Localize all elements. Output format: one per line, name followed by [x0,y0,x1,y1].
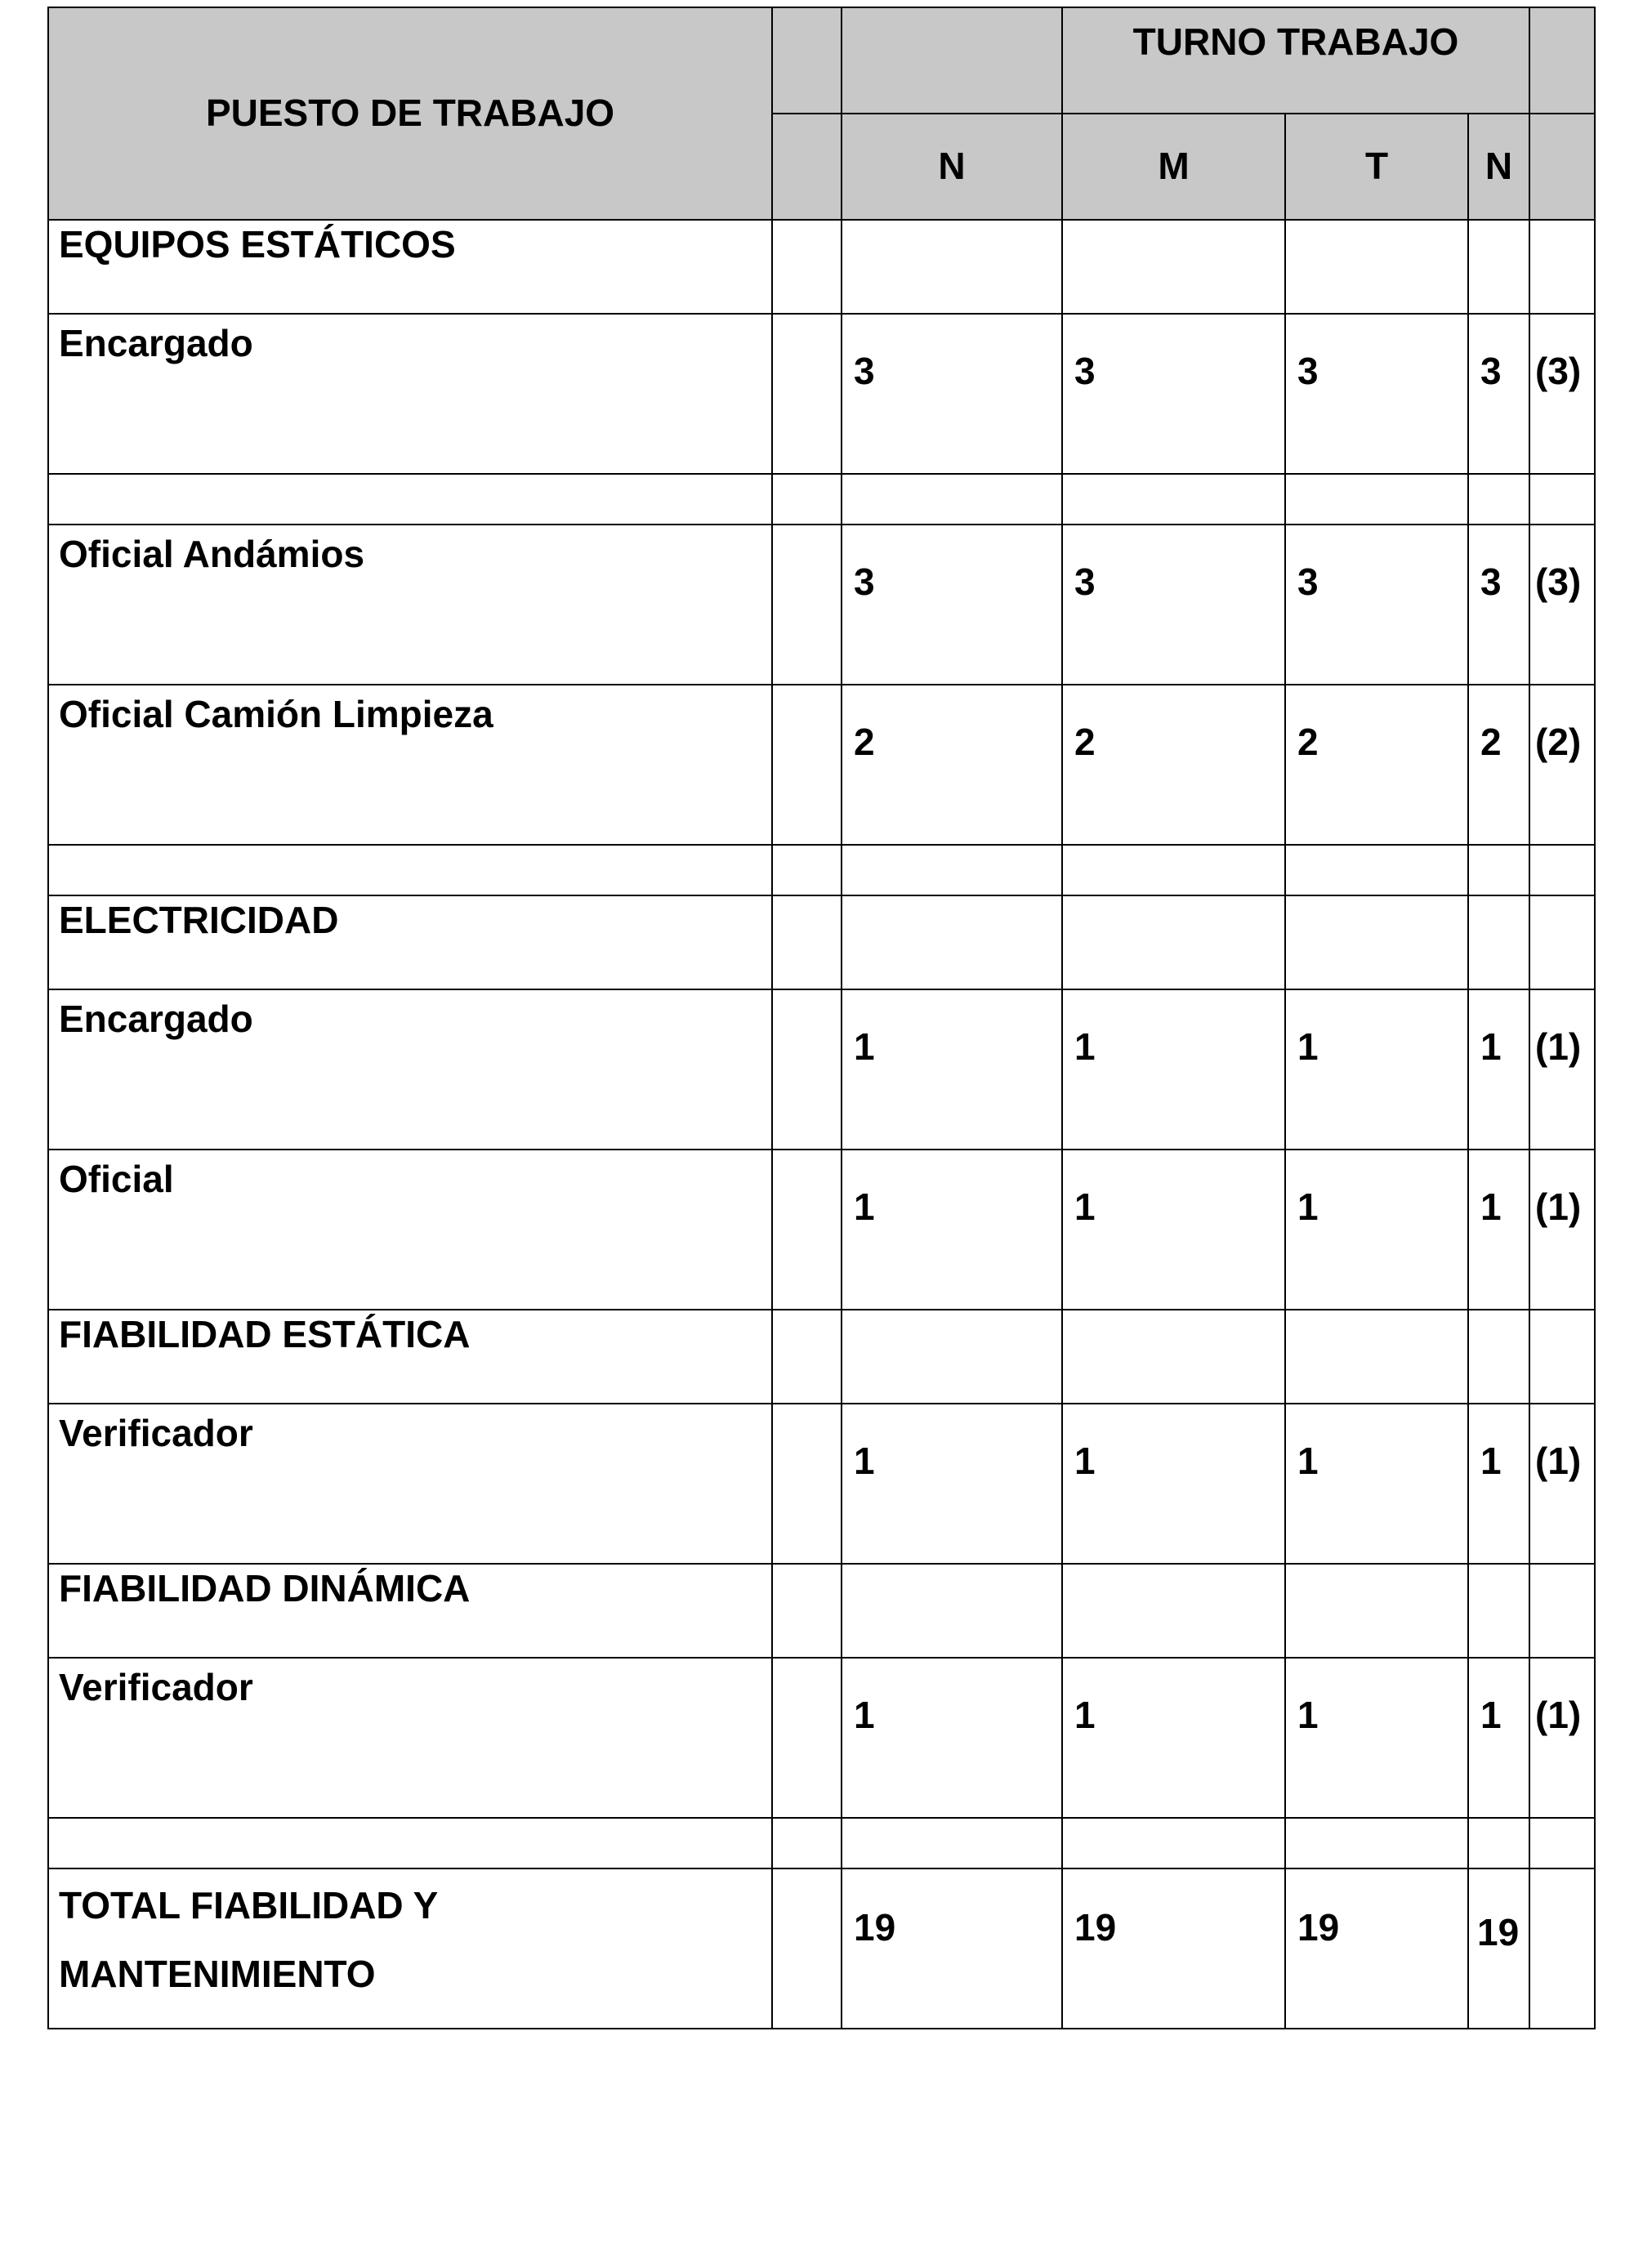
role-label: Verificador [48,1404,772,1564]
table-row [48,1658,1595,1818]
count-t: 2 [1285,685,1468,845]
table-row [48,525,1595,685]
spacer-row [48,1818,1595,1868]
table-row [48,314,1595,474]
table-row [48,1404,1595,1564]
count-m: 1 [1062,1404,1285,1564]
count-m: 2 [1062,685,1285,845]
section-title: FIABILIDAD ESTÁTICA [48,1310,772,1404]
count-m: 1 [1062,1150,1285,1310]
table-row [48,685,1595,845]
spacer-row [48,845,1595,895]
total-t: 19 [1285,1868,1468,2029]
count-t: 1 [1285,1658,1468,1818]
count-n1: 1 [842,1404,1062,1564]
section-row-fiabilidad-dinamica [48,1564,1595,1658]
count-n2: 1 [1468,1658,1529,1818]
count-n1: 3 [842,525,1062,685]
note-count: (1) [1529,1404,1595,1564]
count-n2: 3 [1468,314,1529,474]
section-title: ELECTRICIDAD [48,895,772,989]
role-label: Oficial Andámios [48,525,772,685]
role-label: Oficial [48,1150,772,1310]
section-title: FIABILIDAD DINÁMICA [48,1564,772,1658]
note-count: (1) [1529,1150,1595,1310]
count-n1: 1 [842,989,1062,1150]
count-m: 1 [1062,989,1285,1150]
total-label [48,1868,772,2029]
staffing-table [47,7,1596,2029]
note-count: (3) [1529,525,1595,685]
table-row [48,1150,1595,1310]
note-count: (3) [1529,314,1595,474]
total-label-line-2: MANTENIMIENTO [59,1953,376,1995]
note-count: (1) [1529,1658,1595,1818]
count-n1: 1 [842,1658,1062,1818]
header-blank-cell [842,7,1062,114]
turno-header: TURNO TRABAJO [1062,7,1529,114]
total-n2: 19 [1468,1868,1529,2029]
note-count: (2) [1529,685,1595,845]
total-n1: 19 [842,1868,1062,2029]
count-m: 3 [1062,314,1285,474]
count-n1: 3 [842,314,1062,474]
spacer-row [48,474,1595,525]
count-n1: 2 [842,685,1062,845]
section-row-equipos-estaticos [48,220,1595,314]
total-row [48,1868,1595,2029]
shift-header-t: T [1285,114,1468,220]
header-blank-cell [1529,114,1595,220]
count-m: 1 [1062,1658,1285,1818]
puesto-header: PUESTO DE TRABAJO [48,7,772,220]
header-row-1 [48,7,1595,114]
count-n2: 3 [1468,525,1529,685]
count-n2: 2 [1468,685,1529,845]
count-n1: 1 [842,1150,1062,1310]
count-m: 3 [1062,525,1285,685]
note-count: (1) [1529,989,1595,1150]
total-label-line-1: TOTAL FIABILIDAD Y [59,1884,439,1926]
role-label: Verificador [48,1658,772,1818]
section-row-electricidad [48,895,1595,989]
table-row [48,989,1595,1150]
count-t: 1 [1285,1150,1468,1310]
total-m: 19 [1062,1868,1285,2029]
count-t: 1 [1285,1404,1468,1564]
shift-header-m: M [1062,114,1285,220]
header-blank-cell [772,114,842,220]
header-blank-cell [1529,7,1595,114]
header-blank-cell [772,7,842,114]
count-n2: 1 [1468,989,1529,1150]
shift-header-n1: N [842,114,1062,220]
shift-header-n2: N [1468,114,1529,220]
total-note-blank [1529,1868,1595,2029]
section-title: EQUIPOS ESTÁTICOS [48,220,772,314]
count-t: 3 [1285,314,1468,474]
count-t: 1 [1285,989,1468,1150]
role-label: Encargado [48,989,772,1150]
role-label: Oficial Camión Limpieza [48,685,772,845]
role-label: Encargado [48,314,772,474]
section-row-fiabilidad-estatica [48,1310,1595,1404]
count-n2: 1 [1468,1404,1529,1564]
count-t: 3 [1285,525,1468,685]
count-n2: 1 [1468,1150,1529,1310]
